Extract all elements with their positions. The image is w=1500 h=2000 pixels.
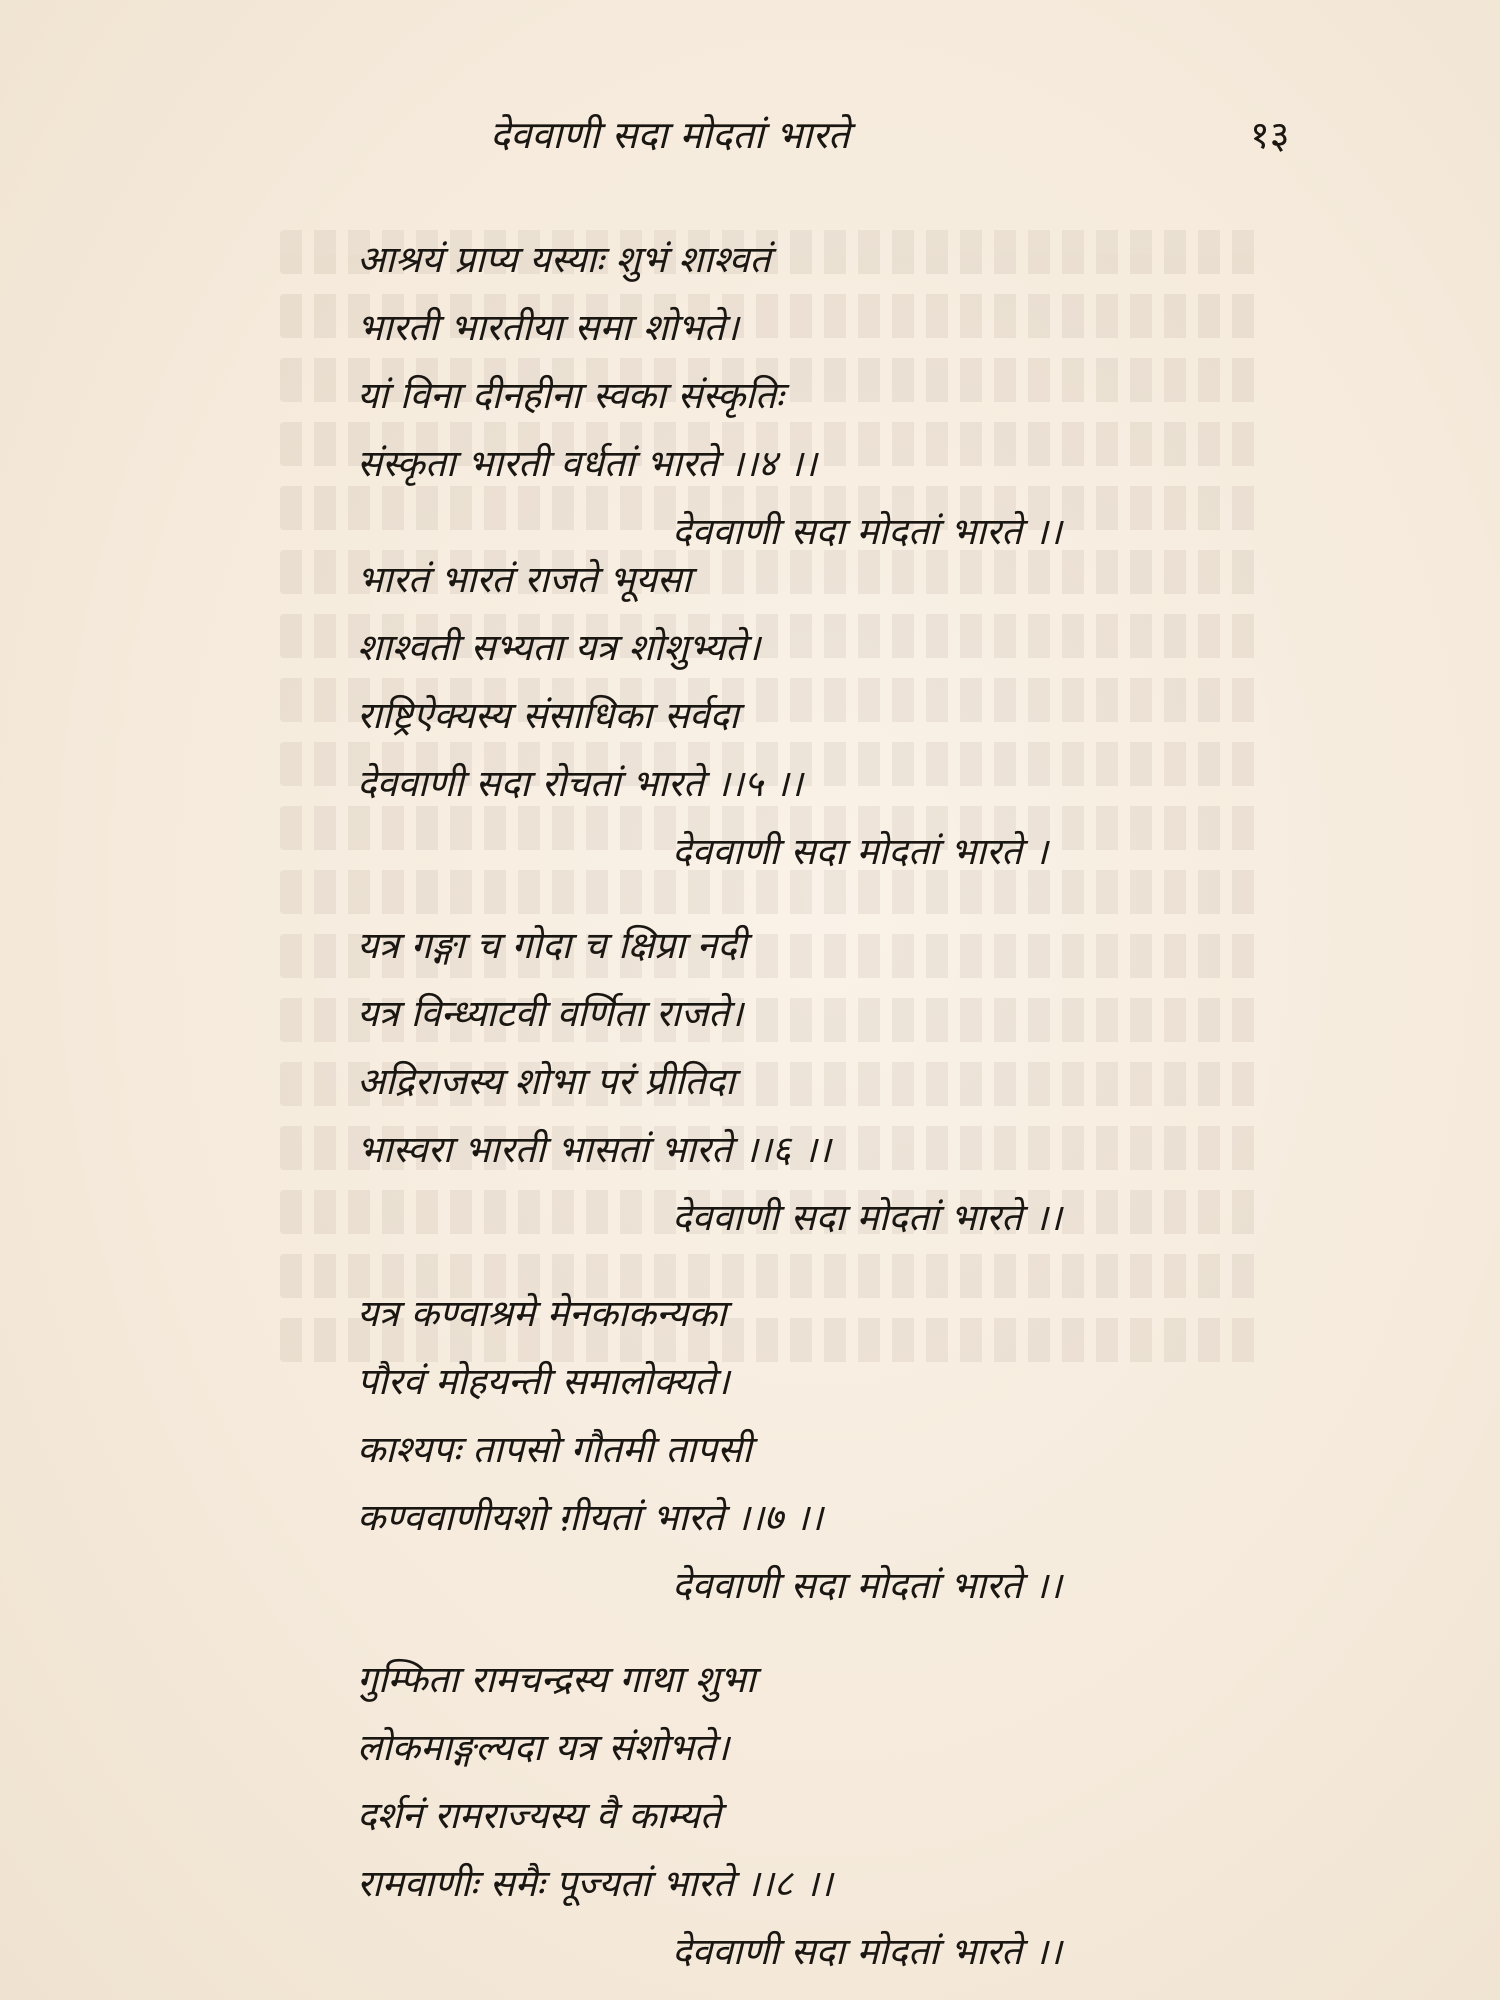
refrain-line: देववाणी सदा मोदतां भारते ।। — [672, 1930, 1062, 1973]
verse-line: अद्रिराजस्य शोभा परं प्रीतिदा — [357, 1060, 735, 1103]
page-number: १३ — [1250, 113, 1290, 157]
verse-line: आश्रयं प्राप्य यस्याः शुभं शाश्वतं — [357, 238, 771, 281]
verse-line: देववाणी सदा रोचतां भारते ।।५ ।। — [357, 762, 803, 805]
verse-line: भारती भारतीया समा शोभते। — [357, 306, 739, 349]
verse-line: भारतं भारतं राजते भूयसा — [357, 558, 692, 601]
verse-line: यत्र विन्ध्याटवी वर्णिता राजते। — [357, 992, 744, 1035]
verse-line: राष्ट्रिऐक्यस्य संसाधिका सर्वदा — [357, 694, 739, 737]
running-head — [0, 108, 1500, 168]
verse-line: दर्शनं रामराज्यस्य वै काम्यते — [357, 1794, 721, 1837]
refrain-line: देववाणी सदा मोदतां भारते ।। — [672, 510, 1062, 553]
verse-line: यां विना दीनहीना स्वका संस्कृतिः — [357, 374, 784, 417]
stanza-4 — [357, 226, 1257, 566]
refrain-line: देववाणी सदा मोदतां भारते । — [672, 830, 1048, 873]
verse-line: रामवाणीः समैः पूज्यतां भारते ।।८ ।। — [357, 1862, 833, 1905]
verse-line: शाश्वती सभ्यता यत्र शोशुभ्यते। — [357, 626, 761, 669]
verse-line: गुम्फिता रामचन्द्रस्य गाथा शुभा — [357, 1658, 756, 1701]
verse-line: कण्ववाणीयशो ग़ीयतां भारते ।।७ ।। — [357, 1496, 823, 1539]
stanza-7 — [357, 1280, 1257, 1620]
refrain-line: देववाणी सदा मोदतां भारते ।। — [672, 1564, 1062, 1607]
verse-line: भास्वरा भारती भासतां भारते ।।६ ।। — [357, 1128, 831, 1171]
refrain-line: देववाणी सदा मोदतां भारते ।। — [672, 1196, 1062, 1239]
verse-line: यत्र गङ्गा च गोदा च क्षिप्रा नदी — [357, 924, 747, 967]
stanza-6 — [357, 912, 1257, 1252]
running-title: देववाणी सदा मोदतां भारते — [490, 113, 850, 157]
verse-line: काश्यपः तापसो गौतमी तापसी — [357, 1428, 752, 1471]
verse-line: लोकमाङ्गल्यदा यत्र संशोभते। — [357, 1726, 730, 1769]
verse-line: पौरवं मोहयन्ती समालोक्यते। — [357, 1360, 730, 1403]
stanza-5 — [357, 546, 1257, 886]
stanza-8 — [357, 1646, 1257, 1986]
verse-line: यत्र कण्वाश्रमे मेनकाकन्यका — [357, 1292, 727, 1335]
verse-line: संस्कृता भारती वर्धतां भारते ।।४ ।। — [357, 442, 817, 485]
